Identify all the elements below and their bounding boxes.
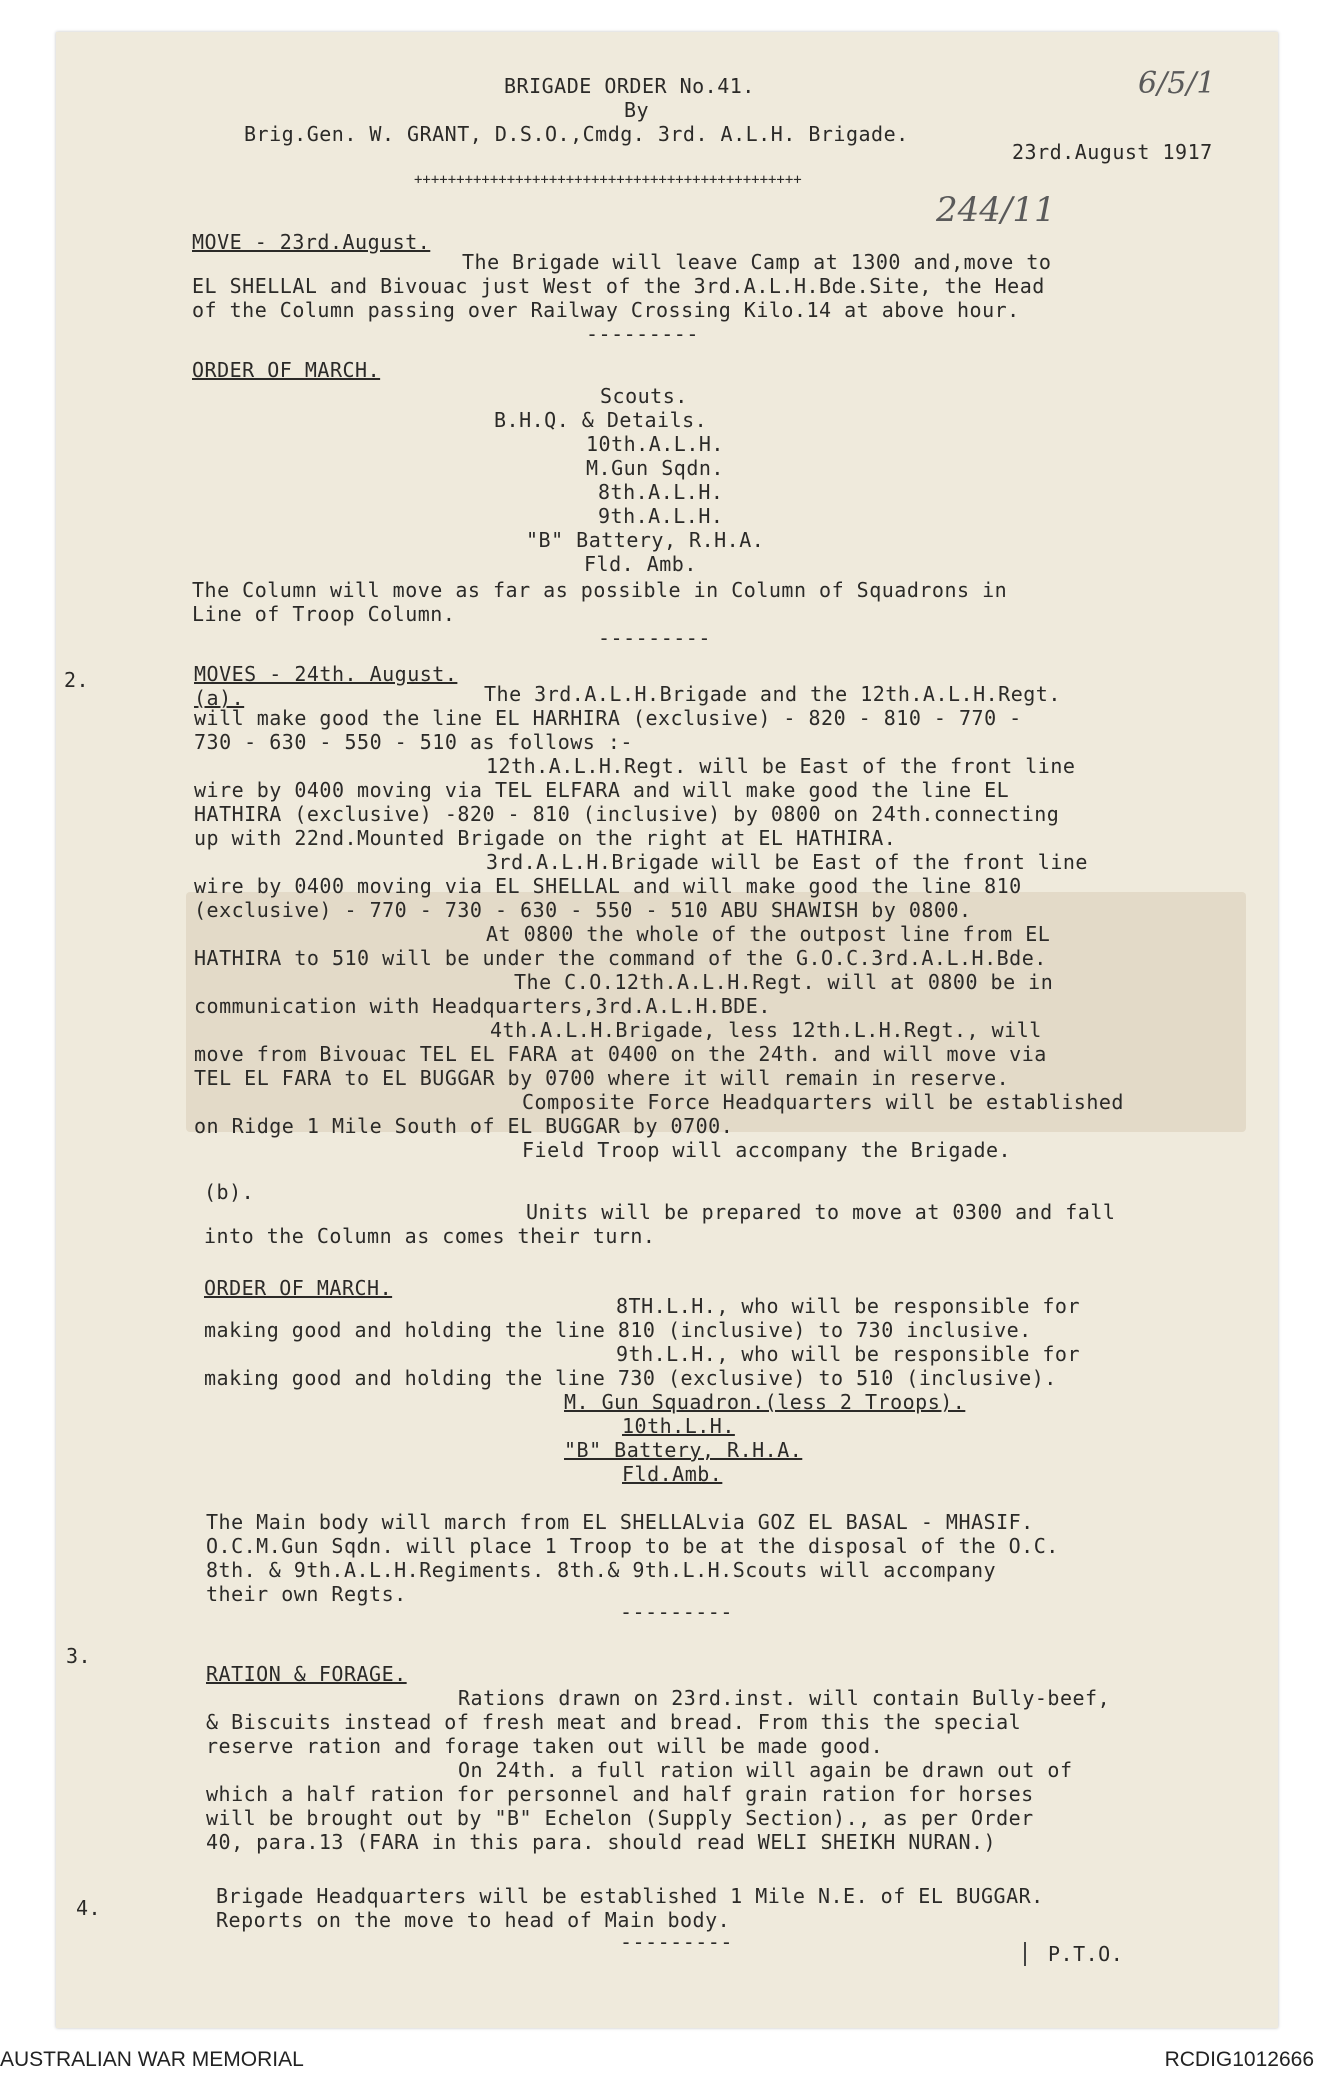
para2-line: Composite Force Headquarters will be established (522, 1090, 1124, 1114)
para2-main-line: their own Regts. (206, 1582, 407, 1606)
para2-line: wire by 0400 moving via TEL ELFARA and will make good the line EL (194, 778, 1010, 802)
para4-number: 4. (76, 1896, 102, 1920)
handwritten-folio: 6/5/1 (1138, 66, 1216, 101)
march-unit: Fld. Amb. (584, 552, 697, 576)
para2-line: HATHIRA to 510 will be under the command of the G.O.C.3rd.A.L.H.Bde. (194, 946, 1047, 970)
para2-line: move from Bivouac TEL EL FARA at 0400 on the 24th. and will move via (194, 1042, 1047, 1066)
para2-order-line: Fld.Amb. (622, 1462, 723, 1486)
para2-order-line: "B" Battery, R.H.A. (564, 1438, 803, 1462)
para1-line: EL SHELLAL and Bivouac just West of the 3rd.A.L.H.Bde.Site, the Head (192, 274, 1045, 298)
para2-sub-a: (a). (194, 686, 245, 710)
para3-line: & Biscuits instead of fresh meat and bread. From this the special (206, 1710, 1022, 1734)
handwritten-reference: 244/11 (936, 190, 1056, 230)
para2-order-line: making good and holding the line 730 (exclusive) to 510 (inclusive). (204, 1366, 1057, 1390)
march-unit: 8th.A.L.H. (598, 480, 724, 504)
para2-line: HATHIRA (exclusive) -820 - 810 (inclusive) by 0800 on 24th.connecting (194, 802, 1060, 826)
archive-footer (0, 2034, 1320, 2082)
march-unit: B.H.Q. & Details. (494, 408, 708, 432)
para2-order-heading: ORDER OF MARCH. (204, 1276, 393, 1300)
para2-line: TEL EL FARA to EL BUGGAR by 0700 where it will remain in reserve. (194, 1066, 1010, 1090)
para2-line: 12th.A.L.H.Regt. will be East of the front line (486, 754, 1076, 778)
order-of-march-heading: ORDER OF MARCH. (192, 358, 381, 382)
para2-order-line: 8TH.L.H., who will be responsible for (616, 1294, 1081, 1318)
separator-dash: --------- (598, 626, 711, 650)
para2-order-line: 10th.L.H. (622, 1414, 735, 1438)
order-date: 23rd.August 1917 (1012, 140, 1213, 164)
para1-line: The Brigade will leave Camp at 1300 and,move to (462, 250, 1052, 274)
para2-b-line: into the Column as comes their turn. (204, 1224, 656, 1248)
para2-heading: MOVES - 24th. August. (194, 662, 458, 686)
para2-line: 3rd.A.L.H.Brigade will be East of the front line (486, 850, 1088, 874)
para2-line: Field Troop will accompany the Brigade. (522, 1138, 1012, 1162)
march-unit: 10th.A.L.H. (586, 432, 724, 456)
footer-record-id: RCDIG1012666 (1164, 2048, 1314, 2071)
pto-mark: P.T.O. (1024, 1942, 1123, 1966)
march-unit: 9th.A.L.H. (598, 504, 724, 528)
order-by: By (624, 98, 650, 122)
para1-heading: MOVE - 23rd.August. (192, 230, 431, 254)
para2-line: (exclusive) - 770 - 730 - 630 - 550 - 510 ABU SHAWISH by 0800. (194, 898, 972, 922)
document-page (56, 32, 1278, 2028)
para2-line: The 3rd.A.L.H.Brigade and the 12th.A.L.H.Regt. (484, 682, 1061, 706)
para2-order-line: M. Gun Squadron.(less 2 Troops). (564, 1390, 966, 1414)
para2-main-line: 8th. & 9th.A.L.H.Regiments. 8th.& 9th.L.H.Scouts will accompany (206, 1558, 997, 1582)
order-title: BRIGADE ORDER No.41. (504, 74, 755, 98)
order-author: Brig.Gen. W. GRANT, D.S.O.,Cmdg. 3rd. A.L.H. Brigade. (244, 122, 909, 146)
para2-main-line: O.C.M.Gun Sqdn. will place 1 Troop to be at the disposal of the O.C. (206, 1534, 1059, 1558)
para2-main-line: The Main body will march from EL SHELLALvia GOZ EL BASAL - MHASIF. (206, 1510, 1034, 1534)
para3-line: 40, para.13 (FARA in this para. should read WELI SHEIKH NURAN.) (206, 1830, 997, 1854)
para2-order-line: 9th.L.H., who will be responsible for (616, 1342, 1081, 1366)
header-rule: ++++++++++++++++++++++++++++++++++++++++++++++ (414, 172, 802, 188)
para4-line: Brigade Headquarters will be established 1 Mile N.E. of EL BUGGAR. (216, 1884, 1044, 1908)
march-unit: M.Gun Sqdn. (586, 456, 724, 480)
para2-line: At 0800 the whole of the outpost line from EL (486, 922, 1051, 946)
para3-line: Rations drawn on 23rd.inst. will contain Bully-beef, (458, 1686, 1111, 1710)
para1-line: of the Column passing over Railway Crossing Kilo.14 at above hour. (192, 298, 1020, 322)
para2-order-line: making good and holding the line 810 (inclusive) to 730 inclusive. (204, 1318, 1032, 1342)
separator-dash: --------- (586, 322, 699, 346)
para4-line: Reports on the move to head of Main body. (216, 1908, 731, 1932)
para3-line: On 24th. a full ration will again be drawn out of (458, 1758, 1073, 1782)
footer-institution: AUSTRALIAN WAR MEMORIAL (0, 2048, 304, 2071)
para2-line: 730 - 630 - 550 - 510 as follows :- (194, 730, 633, 754)
para2-line: will make good the line EL HARHIRA (exclusive) - 820 - 810 - 770 - (194, 706, 1022, 730)
para1-column-line: Line of Troop Column. (192, 602, 456, 626)
para3-heading: RATION & FORAGE. (206, 1662, 407, 1686)
march-unit: Scouts. (600, 384, 688, 408)
para2-line: up with 22nd.Mounted Brigade on the right at EL HATHIRA. (194, 826, 897, 850)
para3-line: which a half ration for personnel and half grain ration for horses (206, 1782, 1034, 1806)
para2-line: communication with Headquarters,3rd.A.L.H.BDE. (194, 994, 771, 1018)
para2-line: 4th.A.L.H.Brigade, less 12th.L.H.Regt., will (490, 1018, 1042, 1042)
para3-line: will be brought out by "B" Echelon (Supply Section)., as per Order (206, 1806, 1034, 1830)
para2-line: on Ridge 1 Mile South of EL BUGGAR by 0700. (194, 1114, 734, 1138)
para2-line: wire by 0400 moving via EL SHELLAL and will make good the line 810 (194, 874, 1022, 898)
para2-line: The C.O.12th.A.L.H.Regt. will at 0800 be in (514, 970, 1054, 994)
separator-dash: --------- (620, 1600, 733, 1624)
para3-line: reserve ration and forage taken out will be made good. (206, 1734, 884, 1758)
para2-b-line: Units will be prepared to move at 0300 and fall (526, 1200, 1116, 1224)
para1-column-line: The Column will move as far as possible in Column of Squadrons in (192, 578, 1008, 602)
para2-sub-b: (b). (204, 1180, 255, 1204)
para3-number: 3. (66, 1644, 92, 1668)
para2-number: 2. (64, 668, 90, 692)
separator-dash: --------- (620, 1930, 733, 1954)
march-unit: "B" Battery, R.H.A. (526, 528, 765, 552)
